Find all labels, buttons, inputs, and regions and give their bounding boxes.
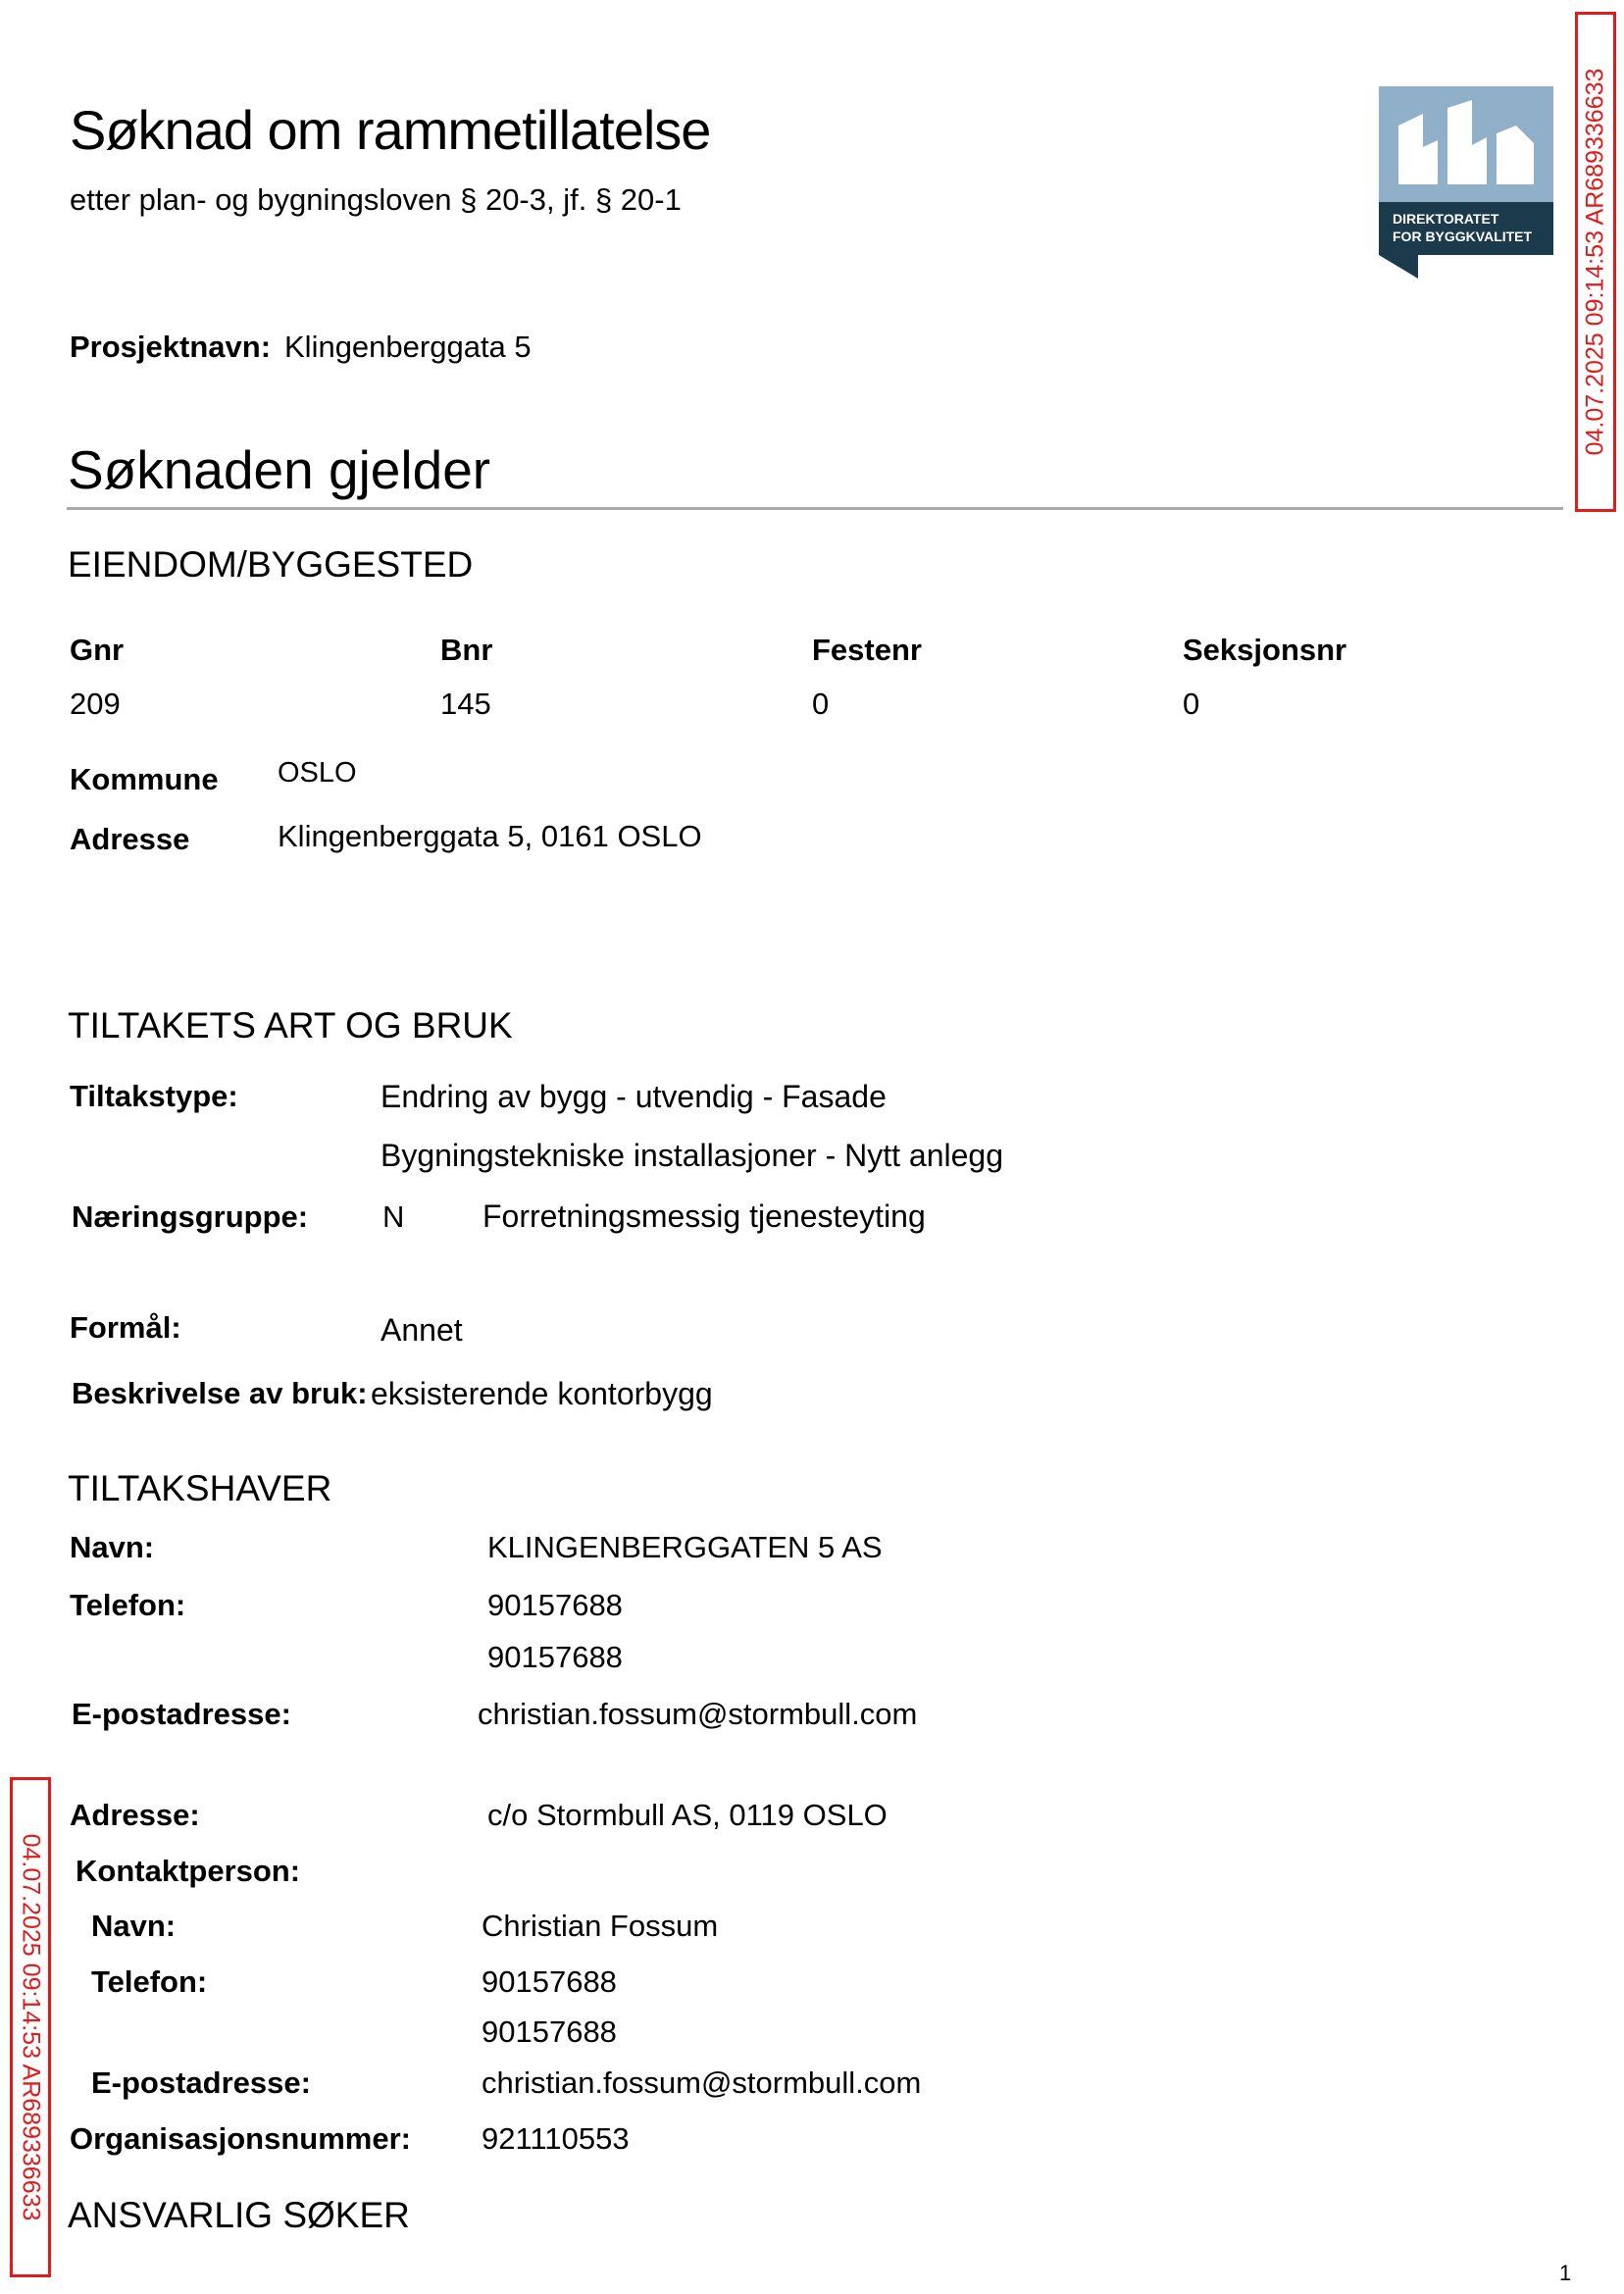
adresse-label: Adresse <box>70 822 190 856</box>
document-title: Søknad om rammetillatelse <box>70 99 711 161</box>
gnr-value: 209 <box>70 687 121 721</box>
naeringsgruppe-label: Næringsgruppe: <box>72 1199 309 1234</box>
svg-text:DIREKTORATET: DIREKTORATET <box>1393 211 1499 227</box>
tiltakshaver-adresse-value: c/o Stormbull AS, 0119 OSLO <box>487 1798 888 1832</box>
kontaktperson-navn-label: Navn: <box>91 1909 177 1943</box>
stamp-text: 04.07.2025 09:14:53 AR689336633 <box>17 1833 45 2221</box>
naeringsgruppe-code: N <box>382 1199 405 1234</box>
document-subtitle: etter plan- og bygningsloven § 20-3, jf. § 20-1 <box>70 182 682 217</box>
project-name-label: Prosjektnavn: <box>70 330 272 364</box>
formaal-label: Formål: <box>70 1310 181 1345</box>
festenr-value: 0 <box>812 687 830 721</box>
dibk-logo <box>1379 86 1553 279</box>
formaal-value: Annet <box>381 1312 463 1348</box>
stamp-text: 04.07.2025 09:14:53 AR689336633 <box>1581 68 1609 456</box>
tiltakshaver-adresse-label: Adresse: <box>70 1798 200 1832</box>
kontaktperson-navn-value: Christian Fossum <box>482 1909 719 1943</box>
section-divider <box>67 507 1563 510</box>
tiltakshaver-telefon-1: 90157688 <box>487 1588 623 1622</box>
kommune-label: Kommune <box>70 762 219 796</box>
bnr-label: Bnr <box>440 633 493 667</box>
tiltakshaver-telefon-label: Telefon: <box>70 1588 186 1622</box>
organisasjonsnummer-label: Organisasjonsnummer: <box>70 2121 411 2156</box>
kontaktperson-epost-label: E-postadresse: <box>91 2065 311 2100</box>
seksjonsnr-label: Seksjonsnr <box>1183 633 1347 667</box>
naeringsgruppe-value: Forretningsmessig tjenesteyting <box>482 1198 926 1234</box>
tiltak-heading: TILTAKETS ART OG BRUK <box>68 1005 513 1045</box>
kontaktperson-telefon-1: 90157688 <box>482 1964 617 1999</box>
tiltakshaver-epost-value: christian.fossum@stormbull.com <box>478 1697 918 1731</box>
beskrivelse-bruk-label: Beskrivelse av bruk: <box>72 1376 368 1410</box>
ansvarlig-soker-heading: ANSVARLIG SØKER <box>68 2195 410 2235</box>
kontaktperson-telefon-label: Telefon: <box>91 1964 208 1999</box>
festenr-label: Festenr <box>812 633 922 667</box>
tiltakstype-value-2: Bygningstekniske installasjoner - Nytt anlegg <box>381 1138 1003 1173</box>
tiltakshaver-navn-value: KLINGENBERGGATEN 5 AS <box>487 1530 883 1564</box>
kontaktperson-epost-value: christian.fossum@stormbull.com <box>482 2065 922 2100</box>
document-stamp-right <box>1575 12 1616 512</box>
seksjonsnr-value: 0 <box>1183 687 1200 721</box>
adresse-value: Klingenberggata 5, 0161 OSLO <box>278 819 702 853</box>
tiltakstype-label: Tiltakstype: <box>70 1079 238 1113</box>
project-name-value: Klingenberggata 5 <box>284 330 532 364</box>
gnr-label: Gnr <box>70 633 125 667</box>
kontaktperson-label: Kontaktperson: <box>76 1854 301 1888</box>
svg-text:FOR BYGGKVALITET: FOR BYGGKVALITET <box>1393 229 1533 244</box>
eiendom-heading: EIENDOM/BYGGESTED <box>68 544 474 585</box>
tiltakstype-value-1: Endring av bygg - utvendig - Fasade <box>381 1079 887 1114</box>
tiltakshaver-telefon-2: 90157688 <box>487 1640 623 1674</box>
page-number: 1 <box>1559 2261 1572 2285</box>
kontaktperson-telefon-2: 90157688 <box>482 2014 617 2049</box>
kommune-value: OSLO <box>278 757 357 789</box>
tiltakshaver-navn-label: Navn: <box>70 1530 155 1564</box>
organisasjonsnummer-value: 921110553 <box>482 2121 630 2156</box>
tiltakshaver-heading: TILTAKSHAVER <box>68 1468 332 1508</box>
section-title: Søknaden gjelder <box>68 439 491 500</box>
document-stamp-left <box>10 1777 51 2277</box>
bnr-value: 145 <box>440 687 491 721</box>
beskrivelse-bruk-value: eksisterende kontorbygg <box>371 1376 713 1411</box>
tiltakshaver-epost-label: E-postadresse: <box>72 1697 291 1731</box>
